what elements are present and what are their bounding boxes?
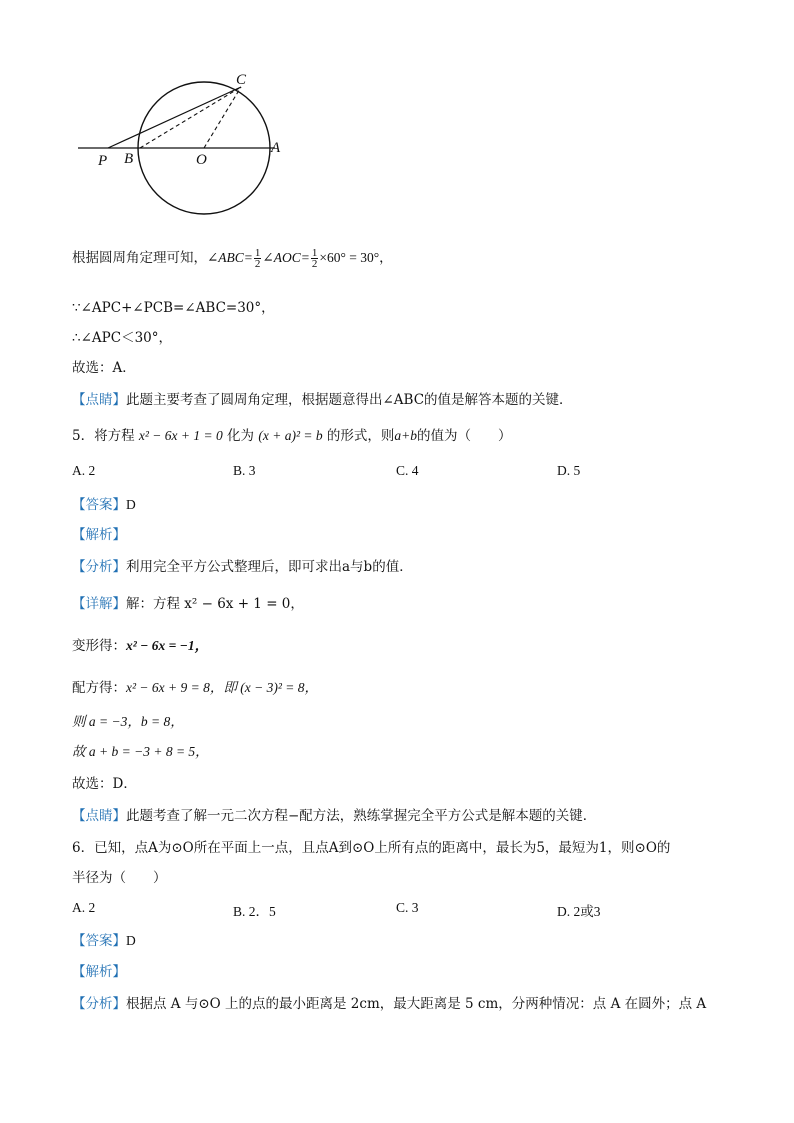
- q5-dianjing-tag: 【点睛】: [72, 808, 126, 824]
- q5-option-c: C. 4: [396, 463, 419, 478]
- q5-stem-d: 的值为（ ）: [417, 428, 512, 444]
- q5-step4: 故 a + b = −3 + 8 = 5，: [72, 744, 209, 759]
- q6-fenxi-tag: 【分析】: [72, 996, 126, 1012]
- xiangjie-text: 解：方程 x² − 6x + 1 = 0，: [126, 596, 304, 612]
- line-oc-dashed: [204, 87, 241, 148]
- label-a: A: [271, 140, 281, 156]
- angle-aoc: ∠AOC=: [262, 250, 310, 265]
- fenxi-text: 利用完全平方公式整理后，即可求出a与b的值．: [126, 559, 413, 575]
- q6-option-b: B. 2．5: [233, 904, 276, 919]
- q6-option-d: D. 2或3: [557, 904, 601, 919]
- q5-step5: 故选：D．: [72, 776, 137, 792]
- fenxi-tag: 【分析】: [72, 559, 126, 575]
- step2-label: 配方得：: [72, 680, 126, 696]
- q5-equation: x² − 6x + 1 = 0: [138, 428, 223, 443]
- step2-equation: x² − 6x + 9 = 8，即 (x − 3)² = 8，: [126, 680, 318, 695]
- q5-stem-a: 5．将方程: [72, 428, 139, 444]
- q5-answer: [72, 494, 136, 516]
- answer-value: D: [126, 497, 136, 512]
- q5-stem-b: 化为: [222, 428, 259, 444]
- label-o: O: [196, 152, 207, 168]
- line-pc: [108, 87, 241, 148]
- prev-line1-text: 根据圆周角定理可知，: [72, 250, 207, 266]
- q5-ab: a+b: [394, 428, 418, 443]
- q6-stem-line2: 半径为（ ）: [72, 870, 167, 886]
- q5-step1: [72, 635, 208, 657]
- label-c: C: [236, 72, 247, 88]
- geometry-figure: [70, 70, 370, 240]
- label-p: P: [98, 153, 108, 169]
- q5-form: (x + a)² = b: [258, 428, 323, 443]
- dianjing-text: 此题主要考查了圆周角定理，根据题意得出∠ABC的值是解答本题的关键．: [126, 392, 573, 408]
- q5-dianjing: [72, 805, 596, 827]
- answer-tag: 【答案】: [72, 497, 126, 513]
- q6-fenxi: [72, 993, 706, 1015]
- prev-line4: 故选：A．: [72, 360, 136, 376]
- q5-step3: 则 a = −3，b = 8，: [72, 714, 184, 729]
- q5-stem-c: 的形式，则: [322, 428, 395, 444]
- prev-line3: ∴∠APC＜30°，: [72, 330, 172, 346]
- q6-stem-line1: 6．已知，点A为⊙O所在平面上一点，且点A到⊙O上所有点的距离中，最长为5，最短为1，则⊙O的: [72, 840, 671, 856]
- q5-dianjing-text: 此题考查了解一元二次方程−配方法，熟练掌握完全平方公式是解本题的关键．: [126, 808, 597, 824]
- prev-line1: [72, 247, 393, 269]
- q5-fenxi: [72, 556, 413, 578]
- step1-equation: x² − 6x = −1，: [126, 638, 209, 653]
- dianjing-tag: 【点睛】: [72, 392, 126, 408]
- q5-stem: [72, 425, 512, 447]
- q6-option-c: C. 3: [396, 900, 419, 915]
- q6-jiexi: 【解析】: [72, 964, 126, 980]
- prev-line2: ∵∠APC+∠PCB=∠ABC=30°，: [72, 300, 275, 316]
- q6-fenxi-text: 根据点 A 与⊙O 上的点的最小距离是 2cm，最大距离是 5 cm，分两种情况：点 A 在圆外；点 A: [126, 996, 707, 1012]
- q5-option-d: D. 5: [557, 463, 581, 478]
- xiangjie-tag: 【详解】: [72, 596, 126, 612]
- q5-option-b: B. 3: [233, 463, 256, 478]
- q6-answer-value: D: [126, 933, 136, 948]
- angle-abc: ∠ABC=: [207, 250, 253, 265]
- q5-option-a: A. 2: [72, 463, 96, 478]
- q6-option-a: A. 2: [72, 900, 96, 915]
- step1-label: 变形得：: [72, 638, 126, 654]
- q5-step2: [72, 677, 318, 699]
- q5-jiexi: 【解析】: [72, 527, 126, 543]
- prev-result: ×60° = 30°，: [319, 250, 393, 265]
- q6-answer-tag: 【答案】: [72, 933, 126, 949]
- fraction-half-1: $\frac{1}{2}$: [254, 247, 261, 270]
- prev-dianjing: [72, 389, 573, 411]
- label-b: B: [124, 151, 134, 167]
- q6-answer: [72, 930, 136, 952]
- q5-xiangjie: [72, 593, 304, 615]
- line-bc-dashed: [140, 87, 241, 148]
- fraction-half-2: $\frac{1}{2}$: [311, 247, 318, 270]
